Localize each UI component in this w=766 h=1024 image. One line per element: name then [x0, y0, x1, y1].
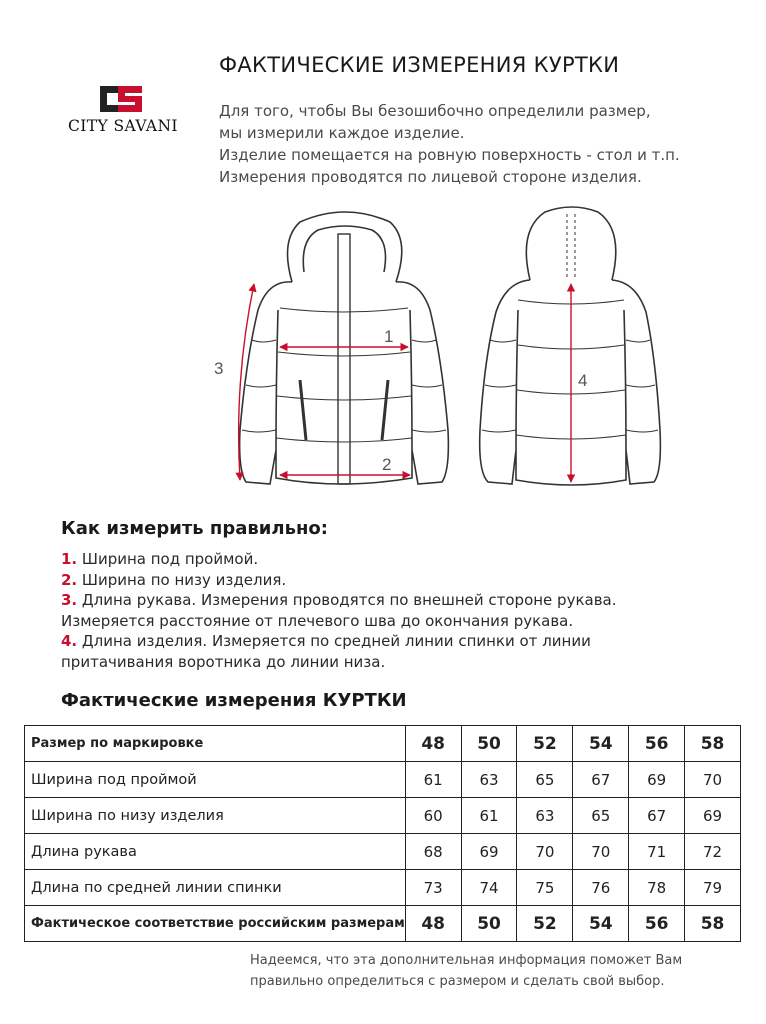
- table-cell: 70: [685, 762, 741, 798]
- table-cell: 61: [461, 798, 517, 834]
- step-text: Длина рукава. Измерения проводятся по внешней стороне рукава.: [77, 591, 617, 609]
- table-title: Фактические измерения КУРТКИ: [61, 690, 407, 711]
- step-line: [61, 570, 741, 591]
- brand-mark-icon: [98, 84, 144, 114]
- table-cell: 67: [629, 798, 685, 834]
- jacket-front: [240, 212, 449, 484]
- table-cell: 75: [517, 870, 573, 906]
- row-label: Фактическое соответствие российским размерам: [25, 906, 406, 942]
- table-cell: 67: [573, 762, 629, 798]
- size-table: [24, 725, 741, 942]
- step-line: [61, 590, 741, 611]
- table-cell: 69: [685, 798, 741, 834]
- table-cell: 56: [629, 906, 685, 942]
- step-number: 2.: [61, 570, 78, 589]
- how-to-title: Как измерить правильно:: [61, 518, 328, 539]
- intro-text: [219, 100, 739, 188]
- jacket-illustration: [200, 200, 680, 510]
- table-row: [25, 726, 741, 762]
- table-cell: 54: [573, 906, 629, 942]
- table-cell: 60: [405, 798, 461, 834]
- table-cell: 76: [573, 870, 629, 906]
- table-cell: 68: [405, 834, 461, 870]
- intro-line: Для того, чтобы Вы безошибочно определили размер,: [219, 102, 651, 120]
- step-text: Измеряется расстояние от плечевого шва до окончания рукава.: [61, 611, 574, 630]
- table-cell: 52: [517, 726, 573, 762]
- measure-label-4: 4: [578, 371, 588, 390]
- table-cell: 72: [685, 834, 741, 870]
- table-cell: 48: [405, 726, 461, 762]
- table-cell: 54: [573, 726, 629, 762]
- table-cell: 71: [629, 834, 685, 870]
- step-number: 4.: [61, 632, 78, 650]
- measure-label-2: 2: [382, 455, 392, 474]
- table-cell: 65: [573, 798, 629, 834]
- step-line: [61, 549, 741, 570]
- table-cell: 58: [685, 906, 741, 942]
- step-text: Ширина под проймой.: [77, 550, 259, 568]
- table-cell: 70: [517, 834, 573, 870]
- table-row: [25, 906, 741, 942]
- row-label: Длина по средней линии спинки: [25, 870, 406, 906]
- step-number: 3.: [61, 591, 78, 609]
- table-cell: 63: [517, 798, 573, 834]
- intro-line: мы измерили каждое изделие.: [219, 124, 465, 142]
- table-cell: 79: [685, 870, 741, 906]
- table-cell: 65: [517, 762, 573, 798]
- table-cell: 56: [629, 726, 685, 762]
- table-cell: 63: [461, 762, 517, 798]
- table-cell: 69: [461, 834, 517, 870]
- page-title: ФАКТИЧЕСКИЕ ИЗМЕРЕНИЯ КУРТКИ: [219, 53, 620, 77]
- step-line: [61, 631, 741, 652]
- footer-line: правильно определиться с размером и сделать свой выбор.: [250, 974, 665, 989]
- brand-logo: [58, 84, 188, 144]
- table-row: [25, 834, 741, 870]
- step-number: 1.: [61, 550, 78, 568]
- table-cell: 78: [629, 870, 685, 906]
- footer-note: [250, 950, 750, 992]
- row-label: Ширина по низу изделия: [25, 798, 406, 834]
- row-label: Длина рукава: [25, 834, 406, 870]
- table-cell: 50: [461, 726, 517, 762]
- intro-line: Изделие помещается на ровную поверхность - стол и т.п.: [219, 146, 680, 164]
- jacket-diagram: [200, 200, 680, 510]
- table-cell: 69: [629, 762, 685, 798]
- table-cell: 70: [573, 834, 629, 870]
- table-cell: 58: [685, 726, 741, 762]
- table-row: [25, 870, 741, 906]
- row-label: Ширина под проймой: [25, 762, 406, 798]
- jacket-back: [480, 207, 661, 485]
- step-text: притачивания воротника до линии низа.: [61, 652, 386, 671]
- footer-line: Надеемся, что эта дополнительная информация поможет Вам: [250, 953, 683, 968]
- measure-label-3: 3: [214, 359, 224, 378]
- table-cell: 74: [461, 870, 517, 906]
- table-cell: 50: [461, 906, 517, 942]
- step-line: [61, 652, 741, 673]
- intro-line: Измерения проводятся по лицевой стороне изделия.: [219, 168, 642, 186]
- step-line: [61, 611, 741, 632]
- table-cell: 61: [405, 762, 461, 798]
- brand-name: CITY SAVANI: [68, 117, 178, 135]
- measure-label-1: 1: [384, 327, 394, 346]
- row-label: Размер по маркировке: [25, 726, 406, 762]
- step-text: Ширина по низу изделия.: [77, 570, 287, 589]
- how-to-steps: [61, 549, 741, 672]
- table-row: [25, 798, 741, 834]
- table-cell: 73: [405, 870, 461, 906]
- table-cell: 52: [517, 906, 573, 942]
- table-cell: 48: [405, 906, 461, 942]
- step-text: Длина изделия. Измеряется по средней линии спинки от линии: [77, 632, 591, 650]
- table-row: [25, 762, 741, 798]
